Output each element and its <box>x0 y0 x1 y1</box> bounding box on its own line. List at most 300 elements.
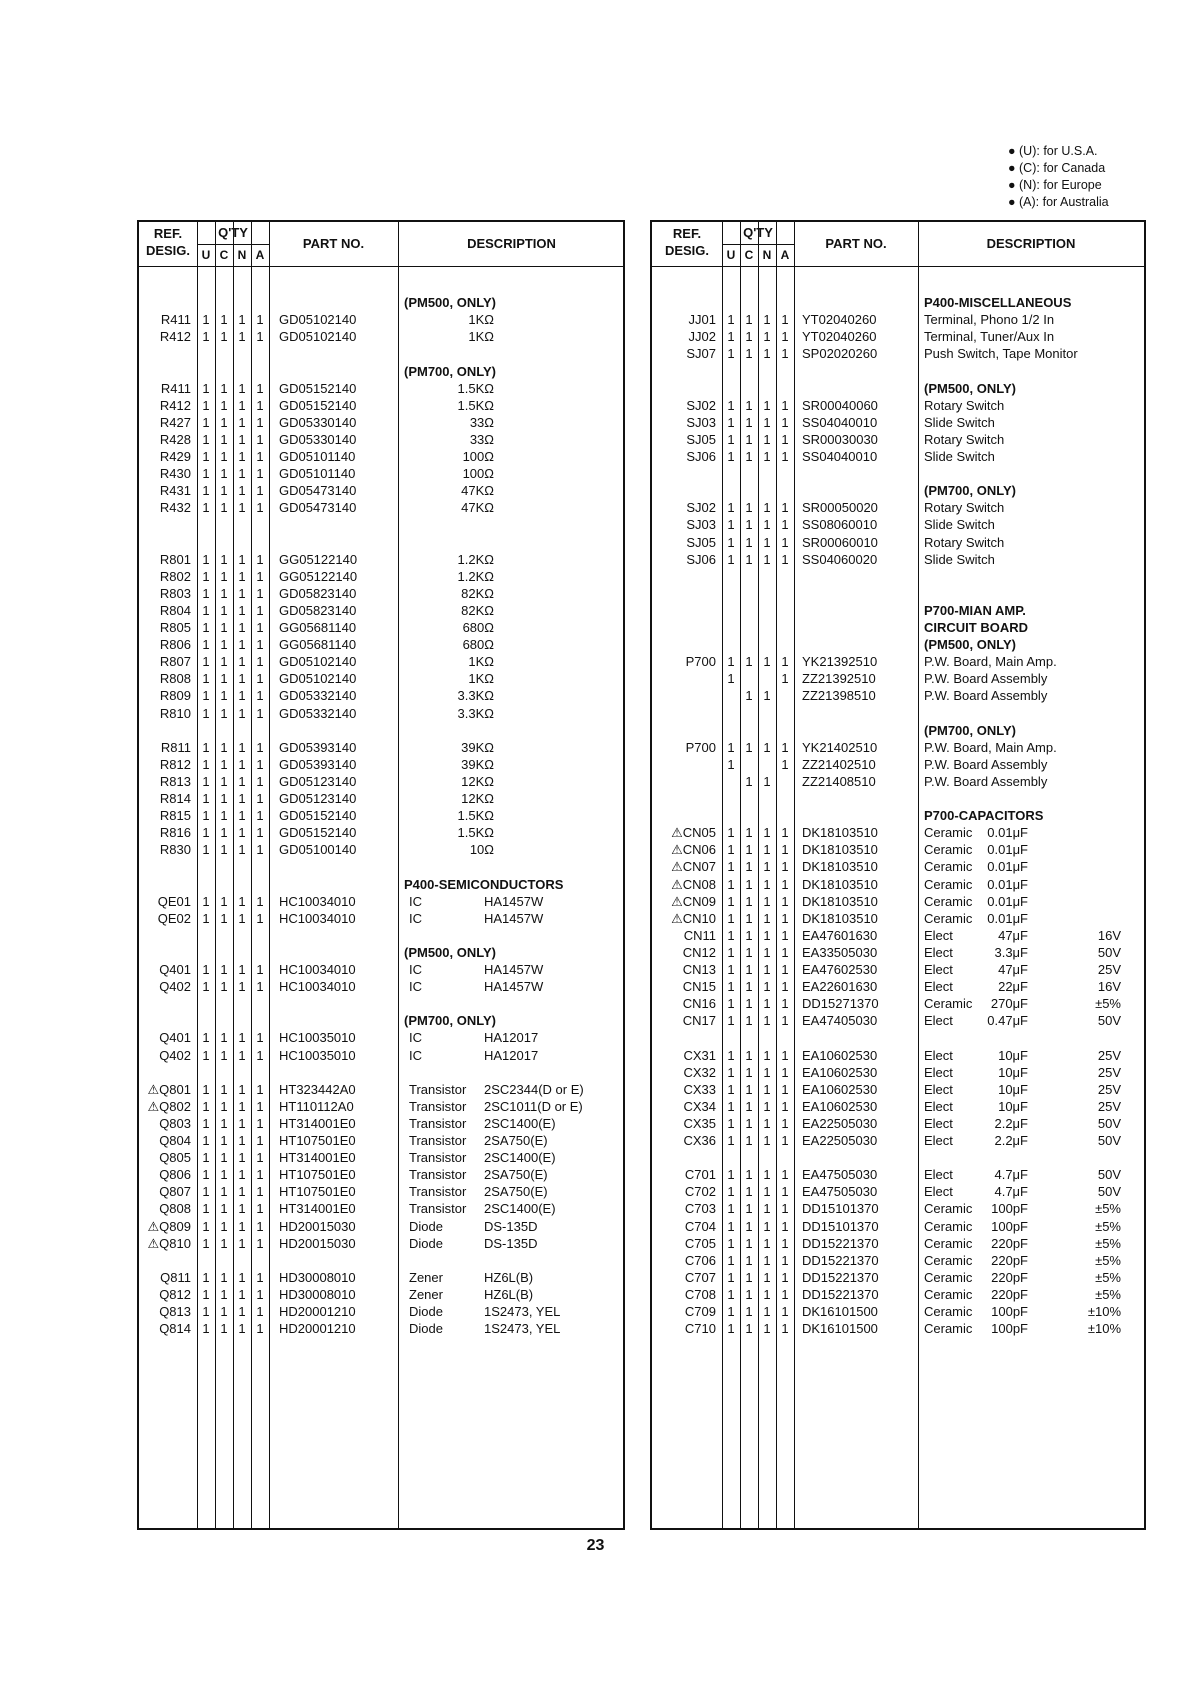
qty-cell: 1 <box>256 739 264 755</box>
part-row <box>139 807 623 824</box>
qty-cell: 1 <box>256 312 264 328</box>
qty-cell: 1 <box>781 551 789 567</box>
qty-cell: 1 <box>238 551 246 567</box>
part-number: GG05681140 <box>279 637 357 653</box>
description-value: 0.01μF <box>987 893 1028 909</box>
qty-cell: 1 <box>763 1321 771 1337</box>
qty-cell: 1 <box>220 773 228 789</box>
description: 82KΩ <box>461 602 494 618</box>
qty-cell: 1 <box>220 1304 228 1319</box>
qty-cell: 1 <box>202 1081 210 1097</box>
description: Transistor <box>409 1081 467 1097</box>
part-row <box>139 1286 623 1303</box>
qty-cell: 1 <box>727 756 735 772</box>
description-value: HZ6L(B) <box>484 1269 534 1285</box>
header-qty: Q'TY <box>218 225 248 240</box>
qty-cell: 1 <box>763 397 771 413</box>
section-heading-row <box>652 294 1144 311</box>
description-value: 220pF <box>991 1235 1028 1251</box>
qty-cell: 1 <box>220 551 228 567</box>
qty-cell: 1 <box>238 756 246 772</box>
ref-desig: R812 <box>159 756 191 772</box>
ref-desig: CX36 <box>683 1133 716 1148</box>
part-number: GD05123140 <box>279 791 357 806</box>
part-row <box>652 1132 1144 1149</box>
description-rating: ±5% <box>1095 1252 1121 1268</box>
part-row <box>652 1269 1144 1286</box>
ref-desig: ⚠CN07 <box>671 859 716 875</box>
description-rating: 25V <box>1097 1064 1121 1080</box>
qty-cell: 1 <box>220 329 228 345</box>
qty-cell: 1 <box>781 431 789 447</box>
part-number: GD05100140 <box>279 842 357 858</box>
part-row <box>139 1235 623 1252</box>
description-rating: 16V <box>1097 979 1121 995</box>
section-heading: P700-MIAN AMP. <box>924 602 1026 618</box>
description: Slide Switch <box>924 551 995 567</box>
qty-cell: 1 <box>202 414 210 430</box>
qty-cell: 1 <box>727 431 735 447</box>
qty-cell: 1 <box>781 500 789 516</box>
qty-cell: 1 <box>745 1286 753 1302</box>
part-row <box>139 1029 623 1046</box>
description-value: HA1457W <box>484 893 544 909</box>
description: Elect <box>924 1081 953 1097</box>
part-number: SS04040010 <box>802 449 878 464</box>
qty-cell: 1 <box>727 927 735 943</box>
part-row <box>139 961 623 978</box>
qty-cell: 1 <box>220 585 228 601</box>
part-number: EA22601630 <box>802 979 878 995</box>
qty-cell: 1 <box>745 551 753 567</box>
description: Ceramic <box>924 825 973 841</box>
qty-cell: 1 <box>220 739 228 755</box>
ref-desig: CN13 <box>682 962 716 977</box>
description-rating: 25V <box>1097 962 1121 977</box>
part-number: GD05102140 <box>279 312 357 328</box>
qty-cell: 1 <box>238 1286 246 1302</box>
description-rating: ±10% <box>1087 1304 1121 1319</box>
qty-cell: 1 <box>745 346 753 362</box>
qty-cell: 1 <box>238 500 246 516</box>
part-number: SR00050020 <box>802 500 878 516</box>
qty-cell: 1 <box>763 1235 771 1251</box>
qty-cell: 1 <box>238 414 246 430</box>
ref-desig: R814 <box>159 791 191 806</box>
qty-cell: 1 <box>745 397 753 413</box>
qty-cell: 1 <box>238 808 246 824</box>
part-number: EA33505030 <box>802 944 878 960</box>
part-number: GD05473140 <box>279 500 357 516</box>
description-value: 0.01μF <box>987 910 1028 926</box>
part-row <box>139 1183 623 1200</box>
qty-cell: 1 <box>238 1047 246 1063</box>
qty-cell: 1 <box>256 329 264 345</box>
qty-cell: 1 <box>256 1184 264 1200</box>
ref-desig: CX35 <box>683 1115 716 1131</box>
qty-cell: 1 <box>745 1269 753 1285</box>
description-rating: ±5% <box>1095 1235 1121 1251</box>
qty-cell: 1 <box>202 1286 210 1302</box>
part-row <box>652 1252 1144 1269</box>
description: 1KΩ <box>468 329 494 345</box>
header-n: N <box>762 248 772 262</box>
part-row <box>139 397 623 414</box>
qty-cell: 1 <box>745 927 753 943</box>
description: 10Ω <box>469 842 494 858</box>
part-number: HT110112A0 <box>279 1098 354 1114</box>
description-value: 0.01μF <box>987 825 1028 841</box>
part-number: GD05330140 <box>279 431 357 447</box>
qty-cell: 1 <box>202 620 210 635</box>
description-value: HZ6L(B) <box>484 1286 534 1302</box>
qty-cell: 1 <box>238 466 246 482</box>
qty-cell: 1 <box>202 705 210 721</box>
section-heading-row <box>139 1012 623 1029</box>
part-number: GD05332140 <box>279 688 357 704</box>
part-number: EA47505030 <box>802 1184 878 1200</box>
part-number: EA47601630 <box>802 927 878 943</box>
ref-desig: C701 <box>684 1167 716 1183</box>
qty-cell: 1 <box>202 329 210 345</box>
section-heading-row <box>139 944 623 961</box>
part-row <box>139 653 623 670</box>
qty-cell: 1 <box>220 1201 228 1217</box>
qty-cell: 1 <box>238 329 246 345</box>
section-heading: (PM500, ONLY) <box>404 295 496 311</box>
qty-cell: 1 <box>745 414 753 430</box>
qty-cell: 1 <box>238 483 246 499</box>
part-row <box>652 1183 1144 1200</box>
qty-cell: 1 <box>220 1047 228 1063</box>
qty-cell: 1 <box>727 962 735 977</box>
ref-desig: R816 <box>159 825 191 841</box>
part-number: GG05122140 <box>279 568 358 584</box>
qty-cell: 1 <box>238 1150 246 1166</box>
ref-desig: SJ05 <box>686 534 716 550</box>
part-number: DK18103510 <box>802 859 878 875</box>
header-a: A <box>780 248 790 262</box>
qty-cell: 1 <box>745 842 753 858</box>
ref-desig: ⚠Q801 <box>147 1081 191 1097</box>
part-row <box>652 448 1144 465</box>
part-number: EA10602530 <box>802 1098 878 1114</box>
part-row <box>139 1218 623 1235</box>
section-heading: (PM700, ONLY) <box>924 483 1016 499</box>
qty-cell: 1 <box>220 962 228 977</box>
qty-cell: 1 <box>220 791 228 806</box>
qty-cell: 1 <box>763 876 771 892</box>
ref-desig: R427 <box>159 414 191 430</box>
legend-line: ● (A): for Australia <box>1008 195 1109 209</box>
part-number: HT314001E0 <box>279 1150 356 1166</box>
description-value: 2SC2344(D or E) <box>484 1081 584 1097</box>
description-rating: 25V <box>1097 1081 1121 1097</box>
description: Ceramic <box>924 1321 973 1337</box>
qty-cell: 1 <box>745 431 753 447</box>
qty-cell: 1 <box>220 654 228 670</box>
part-number: HC10035010 <box>279 1030 356 1046</box>
region-legend <box>1008 143 1109 211</box>
qty-cell: 1 <box>781 671 789 687</box>
part-number: GD05152140 <box>279 397 357 413</box>
description: Push Switch, Tape Monitor <box>924 346 1078 362</box>
description: Elect <box>924 1064 953 1080</box>
description-value: 2SC1400(E) <box>484 1201 556 1217</box>
qty-cell: 1 <box>202 1047 210 1063</box>
part-row <box>139 841 623 858</box>
qty-cell: 1 <box>763 1064 771 1080</box>
qty-cell: 1 <box>202 431 210 447</box>
qty-cell: 1 <box>220 1286 228 1302</box>
qty-cell: 1 <box>256 551 264 567</box>
qty-cell: 1 <box>256 842 264 858</box>
description: 1.5KΩ <box>457 397 494 413</box>
qty-cell: 1 <box>202 962 210 977</box>
qty-cell: 1 <box>256 1304 264 1319</box>
qty-cell: 1 <box>727 893 735 909</box>
part-row <box>139 1200 623 1217</box>
ref-desig: R412 <box>159 329 191 345</box>
qty-cell: 1 <box>220 893 228 909</box>
part-row <box>139 1132 623 1149</box>
description-value: 10μF <box>998 1081 1028 1097</box>
part-row <box>652 1047 1144 1064</box>
qty-cell: 1 <box>238 773 246 789</box>
description-value: 47μF <box>998 962 1028 977</box>
qty-cell: 1 <box>220 1235 228 1251</box>
qty-cell: 1 <box>763 449 771 464</box>
part-number: GD05332140 <box>279 705 357 721</box>
qty-cell: 1 <box>745 1201 753 1217</box>
qty-cell: 1 <box>763 1269 771 1285</box>
description: 680Ω <box>462 620 494 635</box>
qty-cell: 1 <box>256 671 264 687</box>
qty-cell: 1 <box>256 1133 264 1148</box>
description-value: HA12017 <box>484 1047 539 1063</box>
part-row <box>652 1166 1144 1183</box>
qty-cell: 1 <box>256 1081 264 1097</box>
qty-cell: 1 <box>202 602 210 618</box>
qty-cell: 1 <box>256 791 264 806</box>
description: Ceramic <box>924 1269 973 1285</box>
part-number: DD15271370 <box>802 996 879 1012</box>
qty-cell: 1 <box>256 431 264 447</box>
description-value: 4.7μF <box>994 1167 1028 1183</box>
description: 47KΩ <box>461 483 494 499</box>
description: Zener <box>409 1269 443 1285</box>
qty-cell: 1 <box>238 1235 246 1251</box>
part-row <box>139 705 623 722</box>
description: 1.2KΩ <box>457 568 494 584</box>
part-row <box>139 687 623 704</box>
header-u: U <box>726 248 736 262</box>
header-c: C <box>219 248 229 262</box>
qty-cell: 1 <box>220 483 228 499</box>
qty-cell: 1 <box>202 739 210 755</box>
qty-cell: 1 <box>220 397 228 413</box>
description-value: 2.2μF <box>994 1133 1028 1148</box>
qty-cell: 1 <box>220 1269 228 1285</box>
qty-cell: 1 <box>202 688 210 704</box>
qty-cell: 1 <box>763 1304 771 1319</box>
qty-cell: 1 <box>781 1269 789 1285</box>
qty-cell: 1 <box>238 585 246 601</box>
description-rating: ±10% <box>1087 1321 1121 1337</box>
qty-cell: 1 <box>727 859 735 875</box>
qty-cell: 1 <box>256 654 264 670</box>
qty-cell: 1 <box>202 893 210 909</box>
part-number: EA22505030 <box>802 1115 878 1131</box>
qty-cell: 1 <box>202 312 210 328</box>
qty-cell: 1 <box>256 1286 264 1302</box>
qty-cell: 1 <box>256 910 264 926</box>
qty-cell: 1 <box>727 1115 735 1131</box>
qty-cell: 1 <box>745 979 753 995</box>
qty-cell: 1 <box>781 910 789 926</box>
qty-cell: 1 <box>781 1081 789 1097</box>
ref-desig: R431 <box>159 483 191 499</box>
qty-cell: 1 <box>763 859 771 875</box>
description: Transistor <box>409 1115 467 1131</box>
part-number: DD15101370 <box>802 1201 879 1217</box>
qty-cell: 1 <box>745 1304 753 1319</box>
qty-cell: 1 <box>238 1218 246 1234</box>
part-row <box>139 756 623 773</box>
description: 1KΩ <box>468 654 494 670</box>
section-heading: (PM700, ONLY) <box>404 1013 496 1029</box>
qty-cell: 1 <box>238 312 246 328</box>
description: Elect <box>924 979 953 995</box>
description: 3.3KΩ <box>457 688 494 704</box>
qty-cell: 1 <box>202 483 210 499</box>
description: Rotary Switch <box>924 431 1005 447</box>
qty-cell: 1 <box>238 654 246 670</box>
description: Slide Switch <box>924 414 995 430</box>
part-row <box>652 858 1144 875</box>
qty-cell: 1 <box>763 893 771 909</box>
qty-cell: 1 <box>238 962 246 977</box>
description-value: HA12017 <box>484 1030 539 1046</box>
qty-cell: 1 <box>202 1269 210 1285</box>
description: 39KΩ <box>461 756 494 772</box>
qty-cell: 1 <box>763 1286 771 1302</box>
description: Transistor <box>409 1201 467 1217</box>
part-row <box>652 961 1144 978</box>
qty-cell: 1 <box>202 671 210 687</box>
part-row <box>652 756 1144 773</box>
qty-cell: 1 <box>220 568 228 584</box>
part-number: GD05393140 <box>279 739 357 755</box>
qty-cell: 1 <box>727 397 735 413</box>
description-rating: 50V <box>1097 1167 1121 1183</box>
description: 1.5KΩ <box>457 808 494 824</box>
description-value: 220pF <box>991 1252 1028 1268</box>
part-row <box>139 1269 623 1286</box>
qty-cell: 1 <box>781 1115 789 1131</box>
qty-cell: 1 <box>256 568 264 584</box>
qty-cell: 1 <box>727 1201 735 1217</box>
qty-cell: 1 <box>763 927 771 943</box>
part-row <box>652 1081 1144 1098</box>
qty-cell: 1 <box>238 1201 246 1217</box>
ref-desig: JJ01 <box>688 312 716 328</box>
description: Diode <box>409 1218 443 1234</box>
part-number: HC10034010 <box>279 962 356 977</box>
description: P.W. Board Assembly <box>924 671 1048 687</box>
description: Terminal, Tuner/Aux In <box>924 329 1055 345</box>
part-row <box>652 328 1144 345</box>
qty-cell: 1 <box>256 825 264 841</box>
ref-desig: R411 <box>160 312 191 328</box>
ref-desig: R802 <box>159 568 191 584</box>
description: 1.5KΩ <box>457 380 494 396</box>
description: 1KΩ <box>468 312 494 328</box>
qty-cell: 1 <box>256 979 264 995</box>
qty-cell: 1 <box>220 756 228 772</box>
qty-cell: 1 <box>745 1252 753 1268</box>
description-value: HA1457W <box>484 979 544 995</box>
qty-cell: 1 <box>781 346 789 362</box>
part-number: HD20001210 <box>279 1321 356 1337</box>
part-row <box>139 414 623 431</box>
description: IC <box>409 979 422 995</box>
description: Elect <box>924 1167 953 1183</box>
ref-desig: Q805 <box>159 1150 191 1166</box>
qty-cell: 1 <box>220 1150 228 1166</box>
qty-cell: 1 <box>220 808 228 824</box>
section-heading: CIRCUIT BOARD <box>924 620 1028 635</box>
qty-cell: 1 <box>256 756 264 772</box>
qty-cell: 1 <box>781 927 789 943</box>
qty-cell: 1 <box>256 962 264 977</box>
description: IC <box>409 910 422 926</box>
description: 100Ω <box>462 466 494 482</box>
part-number: DD15221370 <box>802 1269 879 1285</box>
ref-desig: JJ02 <box>688 329 716 345</box>
qty-cell: 1 <box>727 979 735 995</box>
qty-cell: 1 <box>220 637 228 653</box>
qty-cell: 1 <box>220 602 228 618</box>
qty-cell: 1 <box>202 1235 210 1251</box>
part-row <box>139 1320 623 1337</box>
part-row <box>652 1012 1144 1029</box>
ref-desig: ⚠CN08 <box>671 876 716 892</box>
legend-line: ● (N): for Europe <box>1008 178 1102 192</box>
ref-desig: R808 <box>159 671 191 687</box>
part-number: HT107501E0 <box>279 1167 356 1183</box>
part-number: HD20015030 <box>279 1218 356 1234</box>
qty-cell: 1 <box>256 1150 264 1166</box>
qty-cell: 1 <box>220 1030 228 1046</box>
description: P.W. Board Assembly <box>924 756 1048 772</box>
qty-cell: 1 <box>202 466 210 482</box>
description: Ceramic <box>924 842 973 858</box>
part-row <box>652 910 1144 927</box>
part-number: GG05122140 <box>279 551 358 567</box>
ref-desig: SJ05 <box>686 431 716 447</box>
qty-cell: 1 <box>727 876 735 892</box>
header-u: U <box>201 248 211 262</box>
page-number: 23 <box>586 1537 605 1554</box>
qty-cell: 1 <box>727 1064 735 1080</box>
part-row <box>652 893 1144 910</box>
qty-cell: 1 <box>238 1115 246 1131</box>
ref-desig: ⚠CN06 <box>671 842 716 858</box>
ref-desig: R430 <box>159 466 191 482</box>
part-number: DD15101370 <box>802 1218 879 1234</box>
qty-cell: 1 <box>202 842 210 858</box>
